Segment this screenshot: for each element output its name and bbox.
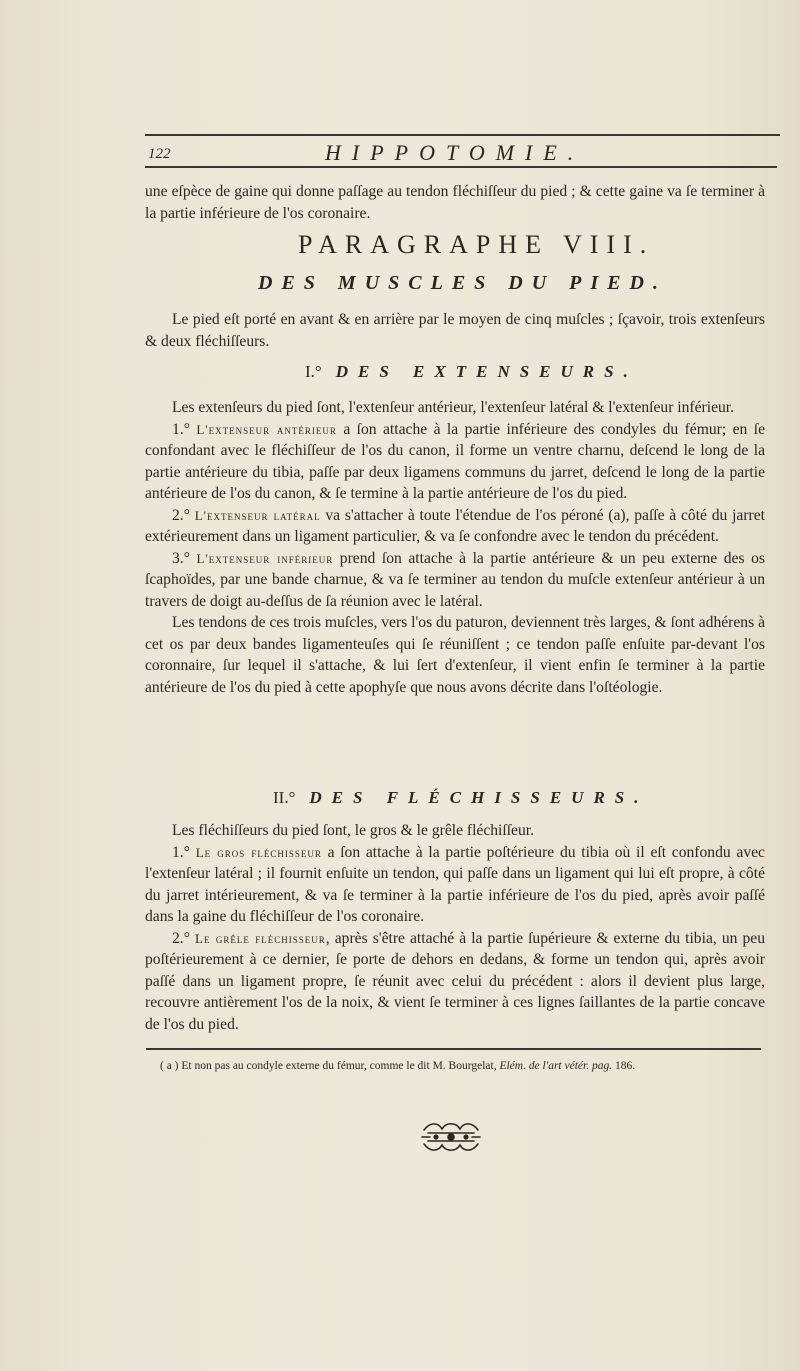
page-number: 122: [148, 146, 171, 162]
item-text: va s'attacher à toute l'étendue de l'os péroné (a), paſſe à côté du jarret extérieurement dans un ligament particulier, & va ſe confondre avec le tendon du précédent.: [145, 506, 765, 545]
footnote-page: 186.: [612, 1060, 636, 1072]
extenseurs-number: I.°: [305, 362, 322, 381]
footnote-rule: [146, 1048, 761, 1050]
flechisseurs-intro: Les fléchiſſeurs du pied ſont, le gros & le grêle fléchiſſeur.: [172, 822, 535, 839]
extenseurs-closing: Les tendons de ces trois muſcles, vers l'os du paturon, deviennent très larges, & ſont adhérens à cet os par deux bandes ligamenteuſes qui ſe réuniſſent ; ce tendon paſſe enſuite par-devant l'os coronnaire, ſur lequel il s'attache, & lui ſert d'extenſeur, il vient enfin ſe terminer à la partie antérieure de l'os du pied à cette apophyſe que nous avons décrite dans l'oſtéologie.: [145, 614, 765, 696]
fleuron-ornament-icon: [418, 1120, 484, 1154]
item-number: 3.°: [172, 549, 190, 567]
header-bottom-rule: [145, 166, 777, 168]
muscle-name: L'extenseur inférieur: [196, 550, 334, 566]
item-number: 2.°: [172, 929, 190, 947]
extenseur-item-1: [145, 419, 765, 505]
muscle-name: L'extenseur antérieur: [196, 421, 337, 437]
flechisseur-item-2: [145, 928, 765, 1036]
footnote-marker: ( a ): [160, 1060, 179, 1072]
flechisseurs-body: [145, 820, 765, 1035]
header-top-rule: [145, 134, 780, 136]
section-intro-paragraph: [145, 309, 765, 352]
flechisseurs-heading: [273, 788, 649, 808]
extenseurs-title: DES EXTENSEURS.: [335, 362, 638, 381]
item-text: prend ſon attache à la partie antérieure & un peu externe des os ſcaphoïdes, par une bande charnue, & va ſe terminer au tendon du muſcle extenſeur antérieur à un travers de doigt au-deſſus de ſa réunion avec le latéral.: [145, 549, 765, 610]
muscle-name: L'extenseur latéral: [194, 507, 321, 523]
intro-paragraph: [145, 181, 765, 224]
footnote-text: Et non pas au condyle externe du fémur, comme le dit M. Bourgelat,: [178, 1060, 500, 1072]
muscle-name: Le gros fléchisseur: [195, 844, 322, 860]
extenseur-item-2: [145, 505, 765, 548]
section-intro-text: Le pied eſt porté en avant & en arrière par le moyen de cinq muſcles ; ſçavoir, trois extenſeurs & deux fléchiſſeurs.: [145, 311, 765, 350]
extenseur-item-3: [145, 548, 765, 613]
extenseurs-intro: Les extenſeurs du pied ſont, l'extenſeur antérieur, l'extenſeur latéral & l'extenſeur inférieur.: [172, 399, 735, 416]
item-text: a ſon attache à la partie inférieure des condyles du fémur; en ſe confondant avec le fléchiſſeur de l'os du canon, il forme un ventre charnu, deſcend le long de la partie antérieure du tibia, paſſe par deux ligamens communs du jarret, deſcend le long de la partie antérieure de l'os du canon, & ſe termine à la partie antérieure de l'os du pied.: [145, 420, 765, 502]
extenseurs-body: [145, 397, 765, 698]
footnote-reference: Elém. de l'art vétér. pag.: [499, 1060, 613, 1072]
flechisseurs-number: II.°: [273, 788, 296, 807]
item-text: a ſon attache à la partie poſtérieure du tibia où il eſt confondu avec l'extenſeur latéral ; il fournit enſuite un tendon, qui paſſe dans un ligament qui lui eſt propre, à côté du jarret intérieurement, & va ſe terminer à la partie inférieure de l'os du pied, après avoir paſſé dans la gaine du fléchiſſeur de l'os coronaire.: [145, 843, 765, 925]
flechisseur-item-1: [145, 842, 765, 928]
item-number: 1.°: [172, 843, 190, 861]
running-title: HIPPOTOMIE.: [325, 140, 585, 165]
extenseurs-heading: [305, 362, 638, 382]
flechisseurs-title: DES FLÉCHISSEURS.: [309, 788, 649, 807]
item-number: 1.°: [172, 420, 190, 438]
item-number: 2.°: [172, 506, 190, 524]
paragraph-heading: PARAGRAPHE VIII.: [298, 230, 655, 259]
section-heading: DES MUSCLES DU PIED.: [258, 272, 667, 294]
intro-text: une eſpèce de gaine qui donne paſſage au tendon fléchiſſeur du pied ; & cette gaine va ſe terminer à la partie inférieure de l'os coronaire.: [145, 183, 765, 222]
muscle-name: Le grêle fléchisseur: [195, 930, 326, 946]
footnote: [160, 1060, 635, 1072]
item-text: , après s'être attaché à la partie ſupérieure & externe du tibia, un peu poſtérieurement à ce dernier, ſe porte de dehors en dedans, & forme un tendon qui, après avoir paſſé dans un ligament propre, ſe réunit avec celui du précédent : alors il devient plus large, recouvre antièrement l'os de la noix, & vient ſe terminer à ces lignes ſaillantes de la partie concave de l'os du pied.: [145, 929, 765, 1033]
